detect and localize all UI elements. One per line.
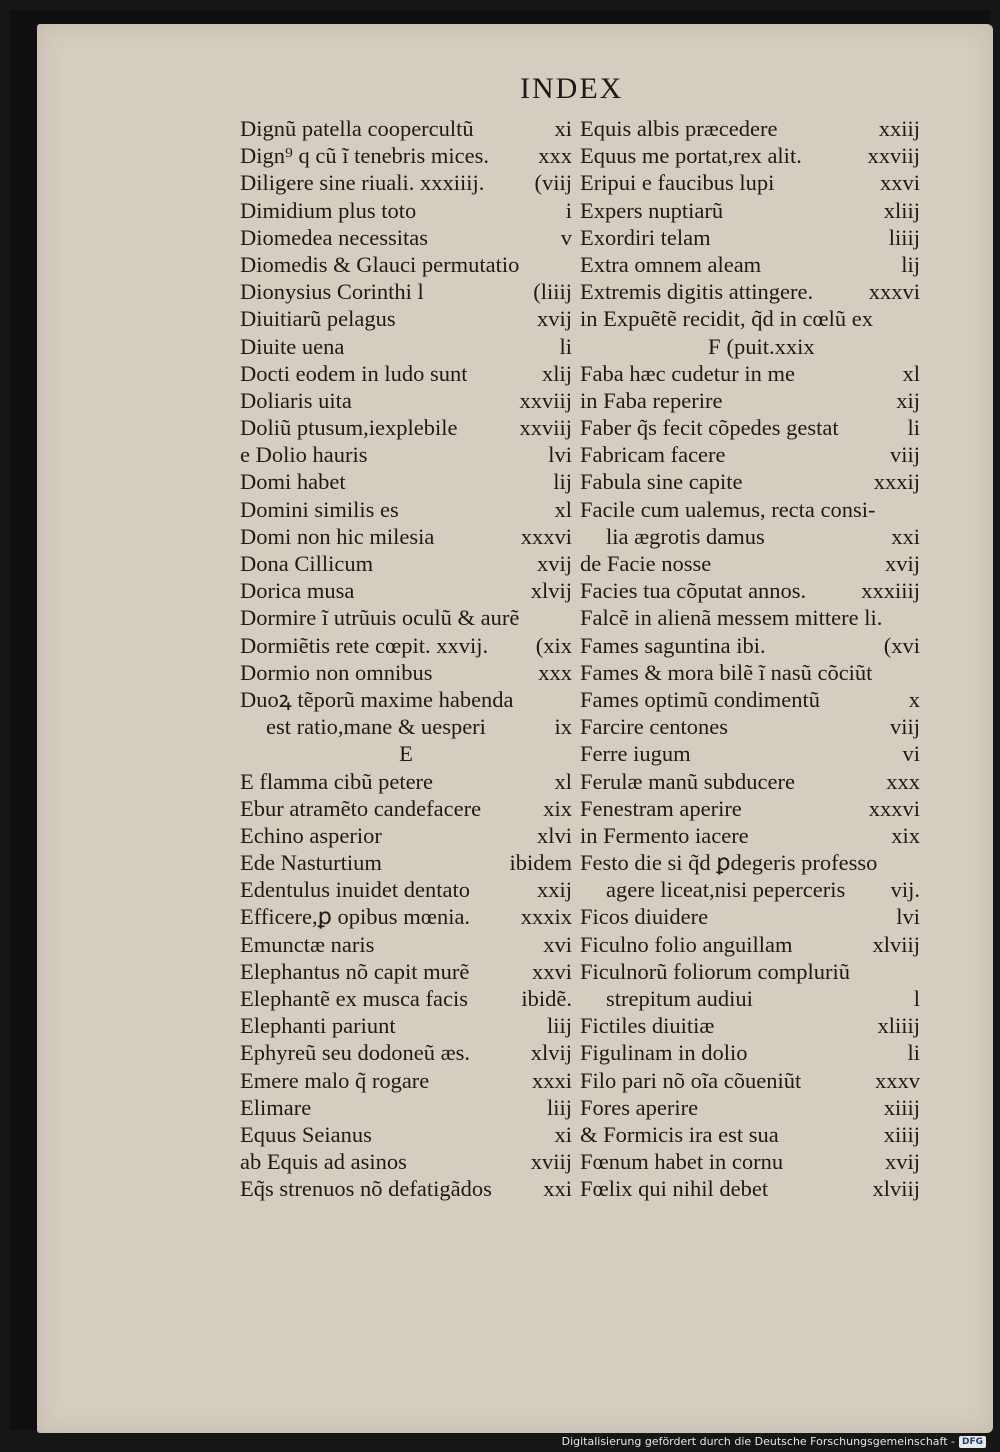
- index-entry: [580, 985, 920, 1012]
- entry-page-number: xliij: [883, 197, 920, 223]
- entry-text: Domini similis es: [240, 496, 399, 522]
- entry-page-number: xxxvi: [868, 795, 920, 821]
- index-entry: [240, 822, 572, 849]
- entry-page-number: xxxi: [531, 1067, 572, 1093]
- index-entry: [240, 1148, 572, 1175]
- entry-page-number: xxxij: [873, 469, 920, 495]
- entry-page-number: lvi: [548, 442, 572, 468]
- entry-text: Exordiri telam: [580, 224, 711, 250]
- index-entry: [240, 985, 572, 1012]
- entry-text: Ede Nasturtium: [240, 850, 382, 876]
- index-entry: [580, 795, 920, 822]
- entry-page-number: x: [908, 686, 920, 712]
- entry-page-number: vi: [902, 741, 920, 767]
- entry-text: Diomedea necessitas: [240, 224, 429, 250]
- entry-page-number: li: [907, 1040, 920, 1066]
- index-entry: [580, 931, 920, 958]
- entry-page-number: li: [559, 333, 572, 359]
- index-entry: [240, 142, 572, 169]
- entry-text: est ratio,mane & uesperi: [266, 714, 486, 740]
- footer: [562, 1435, 986, 1448]
- index-entry: [240, 305, 572, 332]
- index-entry: [580, 1067, 920, 1094]
- index-entry: [580, 577, 920, 604]
- index-entry: [240, 1039, 572, 1066]
- entry-text: Docti eodem in ludo sunt: [240, 360, 468, 386]
- index-entry: [580, 414, 920, 441]
- entry-text: Ebur atramẽto candefacere: [240, 795, 482, 821]
- index-entry: [580, 1175, 920, 1202]
- entry-text: Elephantẽ ex musca facis: [240, 986, 469, 1011]
- entry-text: Ephyreũ seu dodoneũ æs.: [240, 1040, 470, 1066]
- entry-text: Dormiẽtis rete cœpit. xxvij.: [240, 632, 489, 658]
- entry-page-number: liij: [546, 1013, 572, 1039]
- index-entry: [580, 142, 920, 169]
- index-entry: [240, 958, 572, 985]
- entry-page-number: xviij: [530, 1149, 572, 1175]
- entry-text: Ficos diuidere: [580, 904, 709, 930]
- entry-text: Farcire centones: [580, 714, 729, 740]
- index-entry: [580, 632, 920, 659]
- entry-text: Elephanti pariunt: [240, 1013, 396, 1039]
- entry-page-number: v: [560, 224, 572, 250]
- entry-text: agere liceat,nisi peperceris: [606, 877, 846, 903]
- entry-text: Faber q̃s fecit cõpedes gestat: [580, 415, 839, 441]
- index-entry: [580, 550, 920, 577]
- entry-text: Dorica musa: [240, 578, 355, 604]
- index-entry: [580, 713, 920, 740]
- entry-text: Emere malo q̃ rogare: [240, 1067, 430, 1093]
- index-entry: [240, 577, 572, 604]
- entry-text: Diuite uena: [240, 333, 345, 359]
- entry-page-number: xxvi: [531, 958, 572, 984]
- index-entry: [580, 903, 920, 930]
- left-index-column: [240, 115, 572, 1203]
- index-entry: [580, 251, 920, 278]
- index-entry: [240, 686, 572, 713]
- index-entry: [240, 931, 572, 958]
- entry-page-number: xxi: [891, 523, 920, 549]
- entry-text: Facies tua cõputat annos.: [580, 578, 807, 604]
- entry-text: Elephantus nõ capit murẽ: [240, 958, 470, 984]
- index-entry: [240, 387, 572, 414]
- entry-page-number: lij: [901, 251, 920, 277]
- entry-text: strepitum audiui: [606, 986, 753, 1011]
- entry-text: Edentulus inuidet dentato: [240, 877, 470, 903]
- index-entry: [580, 115, 920, 142]
- entry-page-number: xxviij: [867, 143, 920, 169]
- index-entry: [240, 659, 572, 686]
- entry-text: Dionysius Corinthi l: [240, 279, 424, 305]
- index-entry: [240, 1067, 572, 1094]
- entry-page-number: xxi: [543, 1176, 572, 1202]
- entry-page-number: xxx: [538, 143, 572, 169]
- entry-text: Faba hæc cudetur in me: [580, 360, 795, 386]
- entry-text: Efficere,ꝑ opibus mœnia.: [240, 904, 471, 930]
- entry-page-number: lvi: [896, 904, 920, 930]
- index-entry: [240, 523, 572, 550]
- entry-page-number: ix: [554, 714, 572, 740]
- entry-page-number: xxxvi: [520, 523, 572, 549]
- entry-text: Dormio non omnibus: [240, 659, 433, 685]
- entry-text: Dignũ patella coopercultũ: [240, 116, 474, 141]
- entry-page-number: xlviij: [872, 1176, 920, 1202]
- entry-text: Eripui e faucibus lupi: [580, 170, 775, 196]
- entry-text: Dona Cillicum: [240, 551, 374, 576]
- entry-text: Diuitiarũ pelagus: [240, 306, 396, 332]
- entry-page-number: xvi: [543, 931, 572, 957]
- page-title: INDEX: [520, 72, 624, 105]
- entry-text: Ferre iugum: [580, 741, 691, 767]
- index-entry: [580, 1148, 920, 1175]
- index-entry: [580, 523, 920, 550]
- entry-text: & Formicis ira est sua: [580, 1121, 779, 1147]
- index-entry: [240, 849, 572, 876]
- entry-page-number: li: [907, 415, 920, 441]
- index-entry: [580, 496, 920, 523]
- entry-text: Dormire ĩ utrũuis oculũ & aurẽ: [240, 605, 520, 631]
- entry-page-number: xl: [902, 360, 920, 386]
- entry-page-number: xxxiiij: [861, 578, 920, 604]
- index-entry: [580, 1012, 920, 1039]
- entry-page-number: xxxvi: [868, 279, 920, 305]
- entry-text: Fabricam facere: [580, 442, 726, 468]
- entry-page-number: vij.: [890, 877, 920, 903]
- entry-page-number: xi: [554, 1121, 572, 1147]
- entry-text: Fenestram aperire: [580, 795, 742, 821]
- entry-page-number: liij: [546, 1094, 572, 1120]
- index-entry: [580, 1121, 920, 1148]
- index-entry: [240, 768, 572, 795]
- entry-text: in Fermento iacere: [580, 822, 749, 848]
- entry-page-number: (liiij: [533, 279, 572, 305]
- entry-text: Diomedis & Glauci permutatio: [240, 251, 520, 277]
- entry-text: Filo pari nõ oĩa cõueniũt: [580, 1067, 802, 1093]
- entry-text: Extremis digitis attingere.: [580, 279, 814, 305]
- entry-text: Elimare: [240, 1094, 312, 1120]
- index-entry: [580, 1039, 920, 1066]
- index-entry: [580, 849, 920, 876]
- entry-text: Fictiles diuitiæ: [580, 1013, 715, 1039]
- entry-text: Diligere sine riuali. xxxiiij.: [240, 170, 485, 196]
- index-entry: [240, 604, 572, 631]
- index-entry: [580, 197, 920, 224]
- entry-page-number: xij: [896, 387, 920, 413]
- index-entry: [580, 740, 920, 767]
- right-index-column: [580, 115, 920, 1203]
- entry-text: Equus me portat,rex alit.: [580, 143, 802, 169]
- entry-page-number: xlvij: [530, 578, 572, 604]
- index-entry: [580, 604, 920, 631]
- entry-page-number: xvij: [884, 551, 920, 576]
- entry-text: Equis albis præcedere: [580, 116, 778, 141]
- index-entry: [580, 1094, 920, 1121]
- index-entry: [240, 1121, 572, 1148]
- index-entry: [240, 713, 572, 740]
- entry-text: Extra omnem aleam: [580, 251, 762, 277]
- entry-text: de Facie nosse: [580, 551, 712, 576]
- index-entry: [580, 169, 920, 196]
- dfg-logo: DFG: [959, 1436, 986, 1448]
- entry-text: in Faba reperire: [580, 387, 723, 413]
- entry-text: Dimidium plus toto: [240, 197, 417, 223]
- entry-text: Equus Seianus: [240, 1121, 372, 1147]
- entry-text: Doliaris uita: [240, 387, 352, 413]
- entry-page-number: xl: [554, 496, 572, 522]
- footer-credit: Digitalisierung gefördert durch die Deutsche Forschungsgemeinschaft -: [561, 1435, 955, 1448]
- entry-page-number: xix: [891, 822, 920, 848]
- entry-page-number: xxij: [536, 877, 572, 903]
- index-entry: [240, 1012, 572, 1039]
- entry-page-number: viij: [889, 442, 920, 468]
- entry-page-number: (xix: [535, 632, 572, 658]
- index-entry: [580, 387, 920, 414]
- entry-text: E: [399, 741, 413, 767]
- index-entry: [580, 305, 920, 332]
- index-entry: [240, 197, 572, 224]
- entry-page-number: xxviij: [519, 387, 572, 413]
- index-entry: [580, 686, 920, 713]
- index-entry: [580, 360, 920, 387]
- entry-text: Fœlix qui nihil debet: [580, 1176, 769, 1202]
- entry-page-number: xvij: [536, 551, 572, 576]
- entry-page-number: (puit.xxix: [726, 333, 815, 359]
- entry-text: Doliũ ptusum,iexplebile: [240, 415, 458, 441]
- entry-text: Facile cum ualemus, recta consi-: [580, 496, 876, 522]
- index-entry: [580, 441, 920, 468]
- index-entry: [580, 958, 920, 985]
- index-entry: [580, 876, 920, 903]
- entry-page-number: xlvij: [530, 1040, 572, 1066]
- index-entry: [580, 768, 920, 795]
- entry-text: Fames optimũ condimentũ: [580, 686, 820, 712]
- entry-text: Fames & mora bilẽ ĩ nasũ cõciũt: [580, 659, 873, 685]
- entry-text: in Expuẽtẽ recidit, q̃d in cœlũ ex: [580, 306, 874, 332]
- entry-page-number: l: [913, 986, 920, 1011]
- index-entry: [240, 441, 572, 468]
- entry-text: Falcẽ in alienã messem mittere li.: [580, 605, 883, 631]
- index-entry: [240, 496, 572, 523]
- index-entry: [240, 1094, 572, 1121]
- index-entry: [240, 278, 572, 305]
- section-letter: [240, 740, 572, 767]
- entry-page-number: lij: [553, 469, 572, 495]
- entry-text: ab Equis ad asinos: [240, 1149, 407, 1175]
- index-entry: [240, 876, 572, 903]
- entry-page-number: xix: [543, 795, 572, 821]
- index-entry: [240, 1175, 572, 1202]
- entry-page-number: xlviij: [872, 931, 920, 957]
- entry-page-number: xiiij: [883, 1094, 920, 1120]
- section-letter: [580, 333, 920, 360]
- index-entry: [240, 333, 572, 360]
- index-entry: [240, 224, 572, 251]
- entry-text: Emunctæ naris: [240, 931, 375, 957]
- index-entry: [240, 414, 572, 441]
- entry-text: Domi non hic milesia: [240, 523, 435, 549]
- entry-page-number: xi: [554, 116, 572, 141]
- entry-text: E flamma cibũ petere: [240, 768, 434, 794]
- entry-page-number: xxviij: [519, 415, 572, 441]
- index-entry: [240, 550, 572, 577]
- entry-text: Fores aperire: [580, 1094, 699, 1120]
- entry-text: Fœnum habet in cornu: [580, 1149, 784, 1175]
- entry-page-number: liiij: [888, 224, 920, 250]
- index-entry: [580, 659, 920, 686]
- entry-text: lia ægrotis damus: [606, 523, 765, 549]
- index-entry: [240, 632, 572, 659]
- entry-page-number: ibidem: [509, 850, 572, 876]
- entry-text: Figulinam in dolio: [580, 1040, 748, 1066]
- entry-text: Eq̃s strenuos nõ defatigãdos: [240, 1176, 492, 1202]
- entry-page-number: xxxv: [875, 1067, 920, 1093]
- entry-page-number: i: [565, 197, 572, 223]
- index-entry: [240, 251, 572, 278]
- entry-page-number: xxx: [538, 659, 572, 685]
- entry-page-number: xvij: [536, 306, 572, 332]
- entry-page-number: xlvi: [536, 822, 572, 848]
- entry-page-number: xxx: [886, 768, 920, 794]
- index-entry: [580, 822, 920, 849]
- entry-text: Dign⁹ q cũ ĩ tenebris mices.: [240, 143, 490, 169]
- entry-page-number: xiiij: [883, 1121, 920, 1147]
- entry-page-number: (xvi: [883, 632, 920, 658]
- index-entry: [240, 903, 572, 930]
- entry-page-number: xvij: [884, 1149, 920, 1175]
- entry-text: Fames saguntina ibi.: [580, 632, 766, 658]
- entry-page-number: xxvi: [879, 170, 920, 196]
- entry-page-number: xlij: [541, 360, 572, 386]
- entry-text: Duoꝝ tẽporũ maxime habenda: [240, 686, 514, 712]
- entry-page-number: xxiij: [878, 116, 920, 141]
- entry-text: Ficulno folio anguillam: [580, 931, 793, 957]
- index-entry: [240, 795, 572, 822]
- index-entry: [240, 115, 572, 142]
- entry-text: Festo die si q̃d ꝑdegeris professo: [580, 850, 878, 876]
- index-entry: [240, 169, 572, 196]
- index-entry: [580, 468, 920, 495]
- entry-page-number: ibidẽ.: [521, 986, 572, 1011]
- entry-text: F: [708, 333, 721, 359]
- entry-page-number: xl: [554, 768, 572, 794]
- index-entry: [580, 224, 920, 251]
- entry-text: Fabula sine capite: [580, 469, 743, 495]
- entry-page-number: xliiij: [877, 1013, 920, 1039]
- entry-text: Domi habet: [240, 469, 346, 495]
- entry-page-number: viij: [889, 714, 920, 740]
- entry-page-number: xxxix: [520, 904, 572, 930]
- entry-text: Ficulnorũ foliorum compluriũ: [580, 958, 850, 984]
- entry-text: Expers nuptiarũ: [580, 197, 724, 223]
- entry-text: Ferulæ manũ subducere: [580, 768, 795, 794]
- entry-text: Echino asperior: [240, 822, 382, 848]
- entry-text: e Dolio hauris: [240, 442, 368, 468]
- entry-page-number: (viij: [534, 170, 572, 196]
- index-entry: [240, 360, 572, 387]
- index-entry: [240, 468, 572, 495]
- index-entry: [580, 278, 920, 305]
